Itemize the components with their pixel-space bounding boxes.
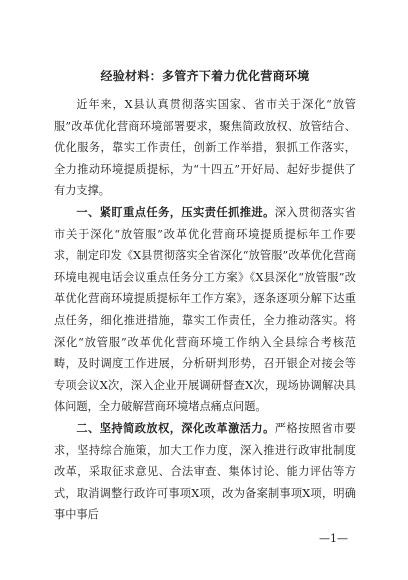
paragraph-intro-text: 近年来，X县认真贯彻落实国家、省市关于深化“放管服”改革优化营商环境部署要求，聚焦简政放权、放管结合、优化服务，靠实工作责任，创新工作举措，狠抓工作落实，全力推动环境提质提标，为“十四五”开好局、起好步提供了有力支撑。 [54,98,356,198]
section-1-heading: 一、紧盯重点任务，压实责任抓推进。 [76,204,275,219]
section-2-heading: 二、坚持简政放权，深化改革激活力。 [76,420,275,435]
paragraph-intro [54,94,356,202]
section-1-text: 深入贯彻落实省市关于深化“放管服”改革优化营商环境提质提标年工作要求，制定印发《X县贯彻落实全省深化“放管服”改革优化营商环境电视电话会议重点任务分工方案》《X县深化“放管服”改革优化营商环境提质提标年工作方案》，逐条逐项分解下达重点任务，细化推进措施，靠实工作责任，全力推动落实。将深化“放管服”改革优化营商环境工作纳入全县综合考核范畴，及时调度工作进展，分析研判形势，召开银企对接会等专项会议X次，深入企业开展调研督查X次，现场协调解决具体问题，全力破解营商环境堵点痛点问题。 [54,205,356,414]
paragraph-section-1 [54,202,356,418]
section-2-text: 严格按照省市要求，坚持综合施策，加大工作力度，深入推进行政审批制度改革，采取征求意见、合法审查、集体讨论、能力评估等方式，取消调整行政许可事项X项，改为备案制事项X项，明确事中事后 [54,421,356,522]
paragraph-section-2 [54,418,356,526]
document-title: 经验材料：多管齐下着力优化营商环境 [100,69,310,83]
page-number: —1— [319,532,348,545]
